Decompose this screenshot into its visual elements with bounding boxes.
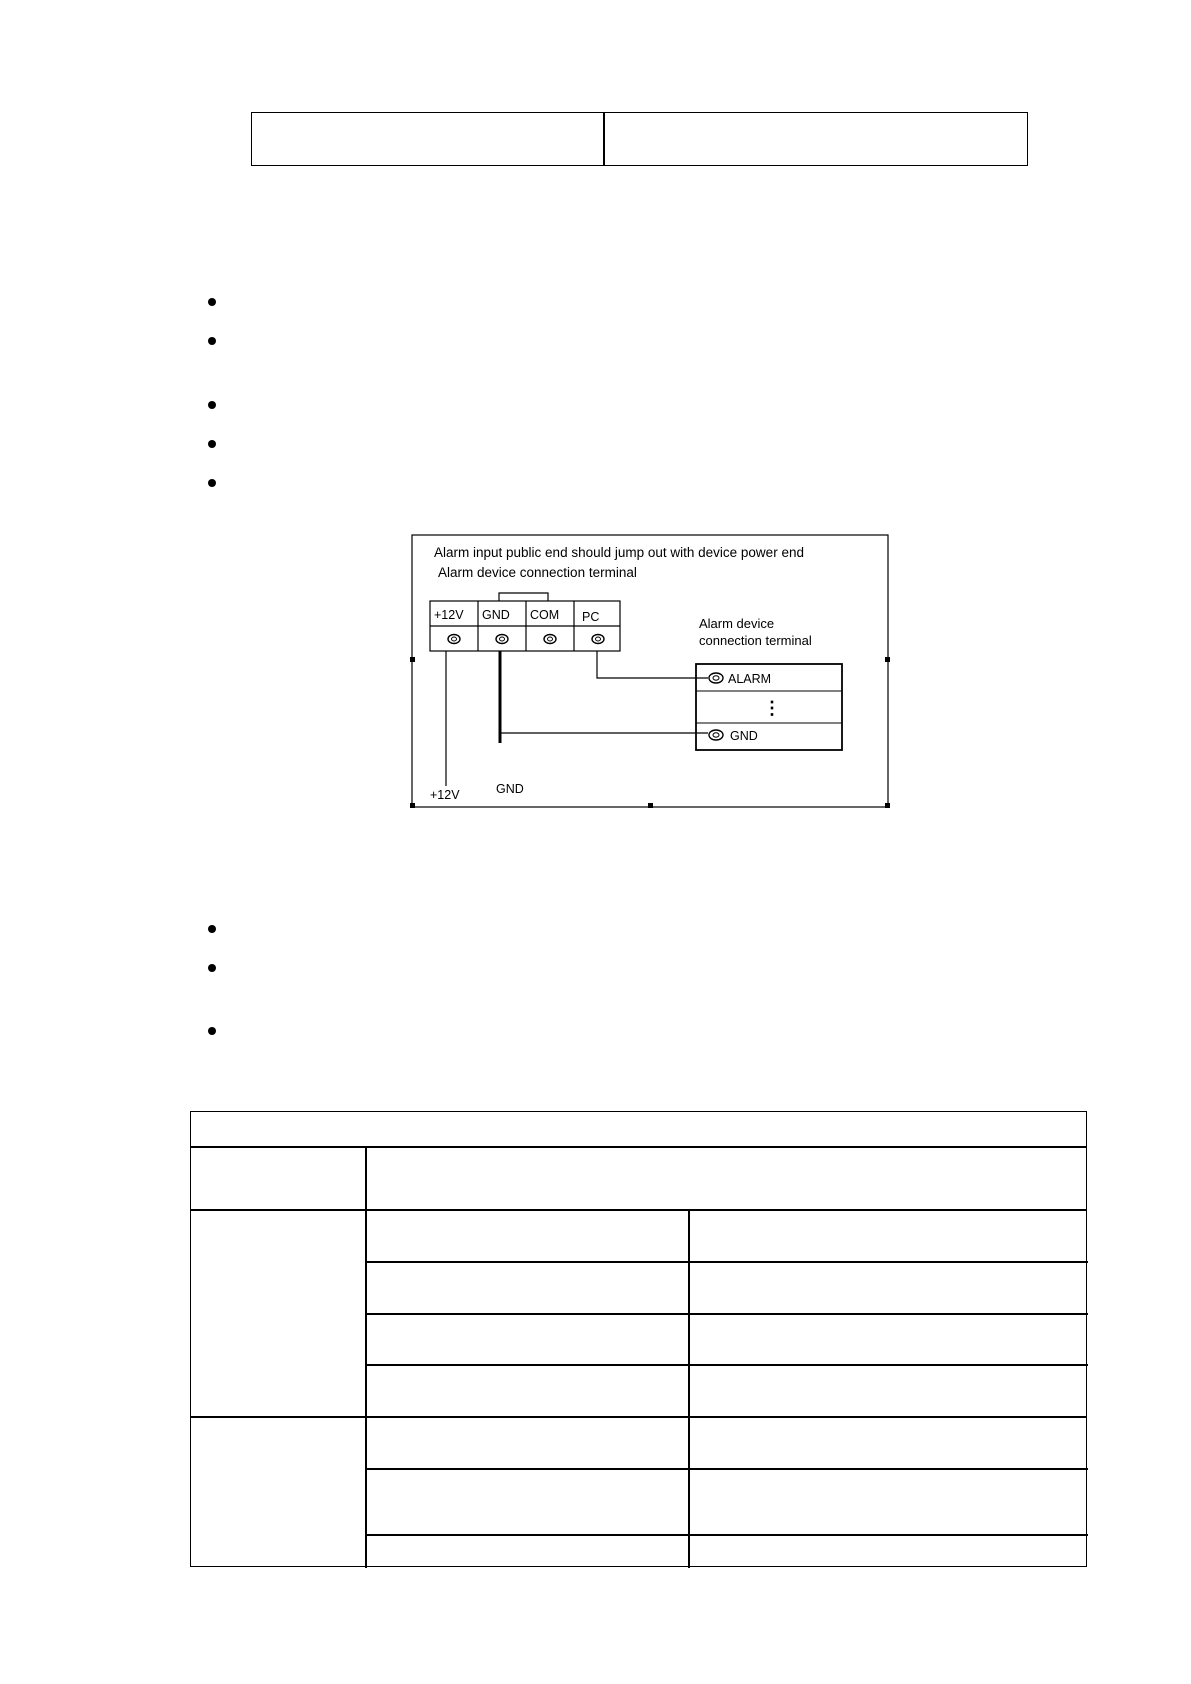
spec-table-row-divider [365,1534,1088,1536]
bullet [208,964,216,972]
jumper-wire [499,593,548,601]
selection-handle [648,803,653,808]
terminal-label-gnd: GND [482,608,510,622]
device-port-alarm: ALARM [728,672,772,686]
spec-table-row-divider [191,1416,1086,1418]
terminal-label-com: COM [530,608,560,622]
selection-handle [410,657,415,662]
spec-table-row-divider [365,1364,1088,1366]
bottom-label-gnd: GND [496,782,524,796]
terminal-label-12v: +12V [434,608,464,622]
bullet [208,401,216,409]
terminal-screw-icon [709,730,723,740]
terminal-screw-icon [496,635,508,644]
bullet [208,925,216,933]
spec-table-col-divider-2 [688,1209,690,1568]
selection-handle [885,803,890,808]
alarm-wiring-diagram [410,533,890,813]
wire-pc-to-alarm [597,651,708,678]
spec-table [190,1111,1087,1567]
terminal-screw-icon [592,635,604,644]
terminal-screw-icon [544,635,556,644]
spec-table-row-divider [365,1313,1088,1315]
spec-table-row-divider [365,1261,1088,1263]
selection-handle [410,803,415,808]
bullet [208,479,216,487]
terminal-screw-icon [709,673,723,683]
top-table [251,112,1028,166]
selection-handle [885,657,890,662]
bullet [208,298,216,306]
device-label-line2: connection terminal [699,633,812,648]
spec-table-header-divider [191,1146,1086,1148]
device-port-gnd: GND [730,729,758,743]
diagram-title-line1: Alarm input public end should jump out with device power end [434,545,804,560]
spec-table-row-divider [191,1209,1086,1211]
diagram-title-line2: Alarm device connection terminal [438,565,637,580]
bullet [208,337,216,345]
terminal-screw-icon [448,635,460,644]
bullet [208,440,216,448]
bottom-label-12v: +12V [430,788,460,802]
device-label-line1: Alarm device [699,616,775,631]
bullet [208,1027,216,1035]
terminal-label-pc: PC [582,610,600,624]
device-port-ellipsis: ⋮ [763,698,781,718]
top-table-divider [603,113,605,165]
spec-table-row-divider [365,1468,1088,1470]
